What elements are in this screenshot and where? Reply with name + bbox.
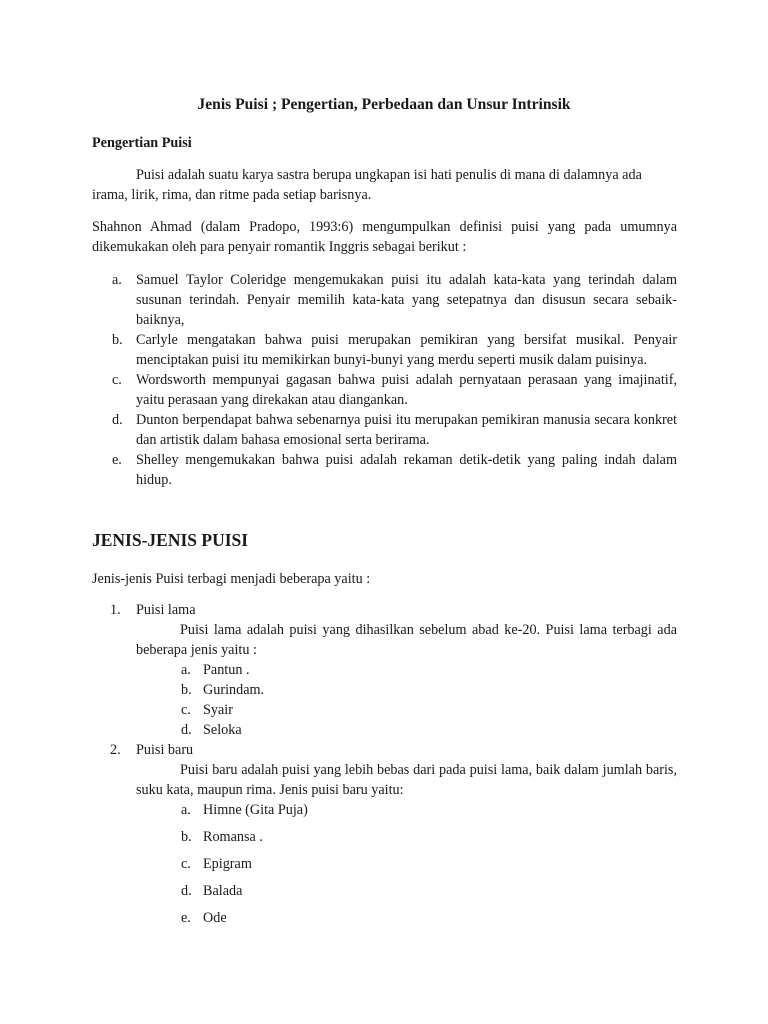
list-item (136, 680, 677, 700)
list-marker: e. (181, 910, 191, 926)
list-marker: a. (181, 662, 191, 678)
sub-list-puisi-lama (136, 660, 677, 740)
list-item (136, 700, 677, 720)
list-item-text: Romansa . (203, 829, 263, 845)
list-item-text: Wordsworth mempunyai gagasan bahwa puisi adalah pernyataan perasaan yang imajinatif, yaitu perasaan yang direkakan atau diangankan. (136, 372, 677, 408)
list-item (92, 450, 677, 490)
list-item (136, 881, 677, 901)
list-item-text: Gurindam. (203, 682, 265, 698)
list-item-text: Dunton berpendapat bahwa sebenarnya puisi itu merupakan pemikiran manusia secara konkret dan artistik dalam bahasa emosional serta berirama. (136, 412, 677, 448)
list-item (92, 410, 677, 450)
list-marker: c. (181, 702, 191, 718)
sub-list-puisi-baru (136, 800, 677, 928)
list-marker: c. (112, 372, 122, 388)
list-marker: a. (181, 802, 191, 818)
type-description-text: Puisi lama adalah puisi yang dihasilkan sebelum abad ke-20. Puisi lama terbagi ada beberapa jenis yaitu : (136, 622, 677, 658)
types-list (92, 600, 677, 935)
list-marker: d. (181, 722, 192, 738)
list-marker: e. (112, 452, 122, 468)
paragraph-definition-text: Puisi adalah suatu karya sastra berupa ungkapan isi hati penulis di mana di dalamnya ada irama, lirik, rima, dan ritme pada setiap barisnya. (92, 167, 642, 203)
document-title: Jenis Puisi ; Pengertian, Perbedaan dan Unsur Intrinsik (197, 96, 571, 113)
definition-list (92, 270, 677, 490)
list-item (136, 800, 677, 820)
list-item (92, 330, 677, 370)
list-marker: a. (112, 272, 122, 288)
list-item (92, 370, 677, 410)
list-item-text: Epigram (203, 856, 252, 872)
list-marker: c. (181, 856, 191, 872)
type-name: Puisi baru (136, 742, 194, 758)
list-item (92, 270, 677, 330)
list-item-text: Shelley mengemukakan bahwa puisi adalah rekaman detik-detik yang paling indah dalam hidup. (136, 452, 677, 488)
type-description-text: Puisi baru adalah puisi yang lebih bebas dari pada puisi lama, baik dalam jumlah baris, suku kata, maupun rima. Jenis puisi baru yaitu: (136, 762, 677, 798)
list-marker: b. (181, 829, 192, 845)
list-marker: b. (181, 682, 192, 698)
type-item-puisi-lama (92, 600, 677, 740)
list-item-text: Ode (203, 910, 227, 926)
list-item (136, 908, 677, 928)
section-title-pengertian: Pengertian Puisi (92, 135, 192, 151)
list-item-text: Carlyle mengatakan bahwa puisi merupakan pemikiran yang bersifat musikal. Penyair menciptakan puisi itu memikirkan bunyi-bunyi yang merdu seperti musik dalam puisinya. (136, 332, 677, 368)
list-marker: 2. (110, 742, 121, 758)
list-item (136, 660, 677, 680)
type-description (136, 760, 677, 800)
list-marker: d. (112, 412, 123, 428)
list-item-text: Balada (203, 883, 243, 899)
list-item-text: Samuel Taylor Coleridge mengemukakan puisi itu adalah kata-kata yang terindah dalam susunan terindah. Penyair memilih kata-kata yang setepatnya dan disusun secara sebaik-baiknya, (136, 272, 677, 328)
paragraph-shahnon: Shahnon Ahmad (dalam Pradopo, 1993:6) mengumpulkan definisi puisi yang pada umumnya dikemukakan oleh para penyair romantik Inggris sebagai berikut : (92, 219, 677, 255)
list-item-text: Syair (203, 702, 233, 718)
list-item-text: Pantun . (203, 662, 250, 678)
list-marker: d. (181, 883, 192, 899)
type-name: Puisi lama (136, 602, 196, 618)
paragraph-jenis-intro: Jenis-jenis Puisi terbagi menjadi beberapa yaitu : (92, 571, 371, 587)
list-item (136, 827, 677, 847)
type-item-puisi-baru (92, 740, 677, 928)
list-marker: b. (112, 332, 123, 348)
list-marker: 1. (110, 602, 121, 618)
type-description (136, 620, 677, 660)
list-item-text: Seloka (203, 722, 242, 738)
list-item (136, 854, 677, 874)
section-title-jenis: JENIS-JENIS PUISI (92, 530, 249, 550)
list-item-text: Himne (Gita Puja) (203, 802, 308, 818)
paragraph-definition (92, 165, 677, 205)
list-item (136, 720, 677, 740)
